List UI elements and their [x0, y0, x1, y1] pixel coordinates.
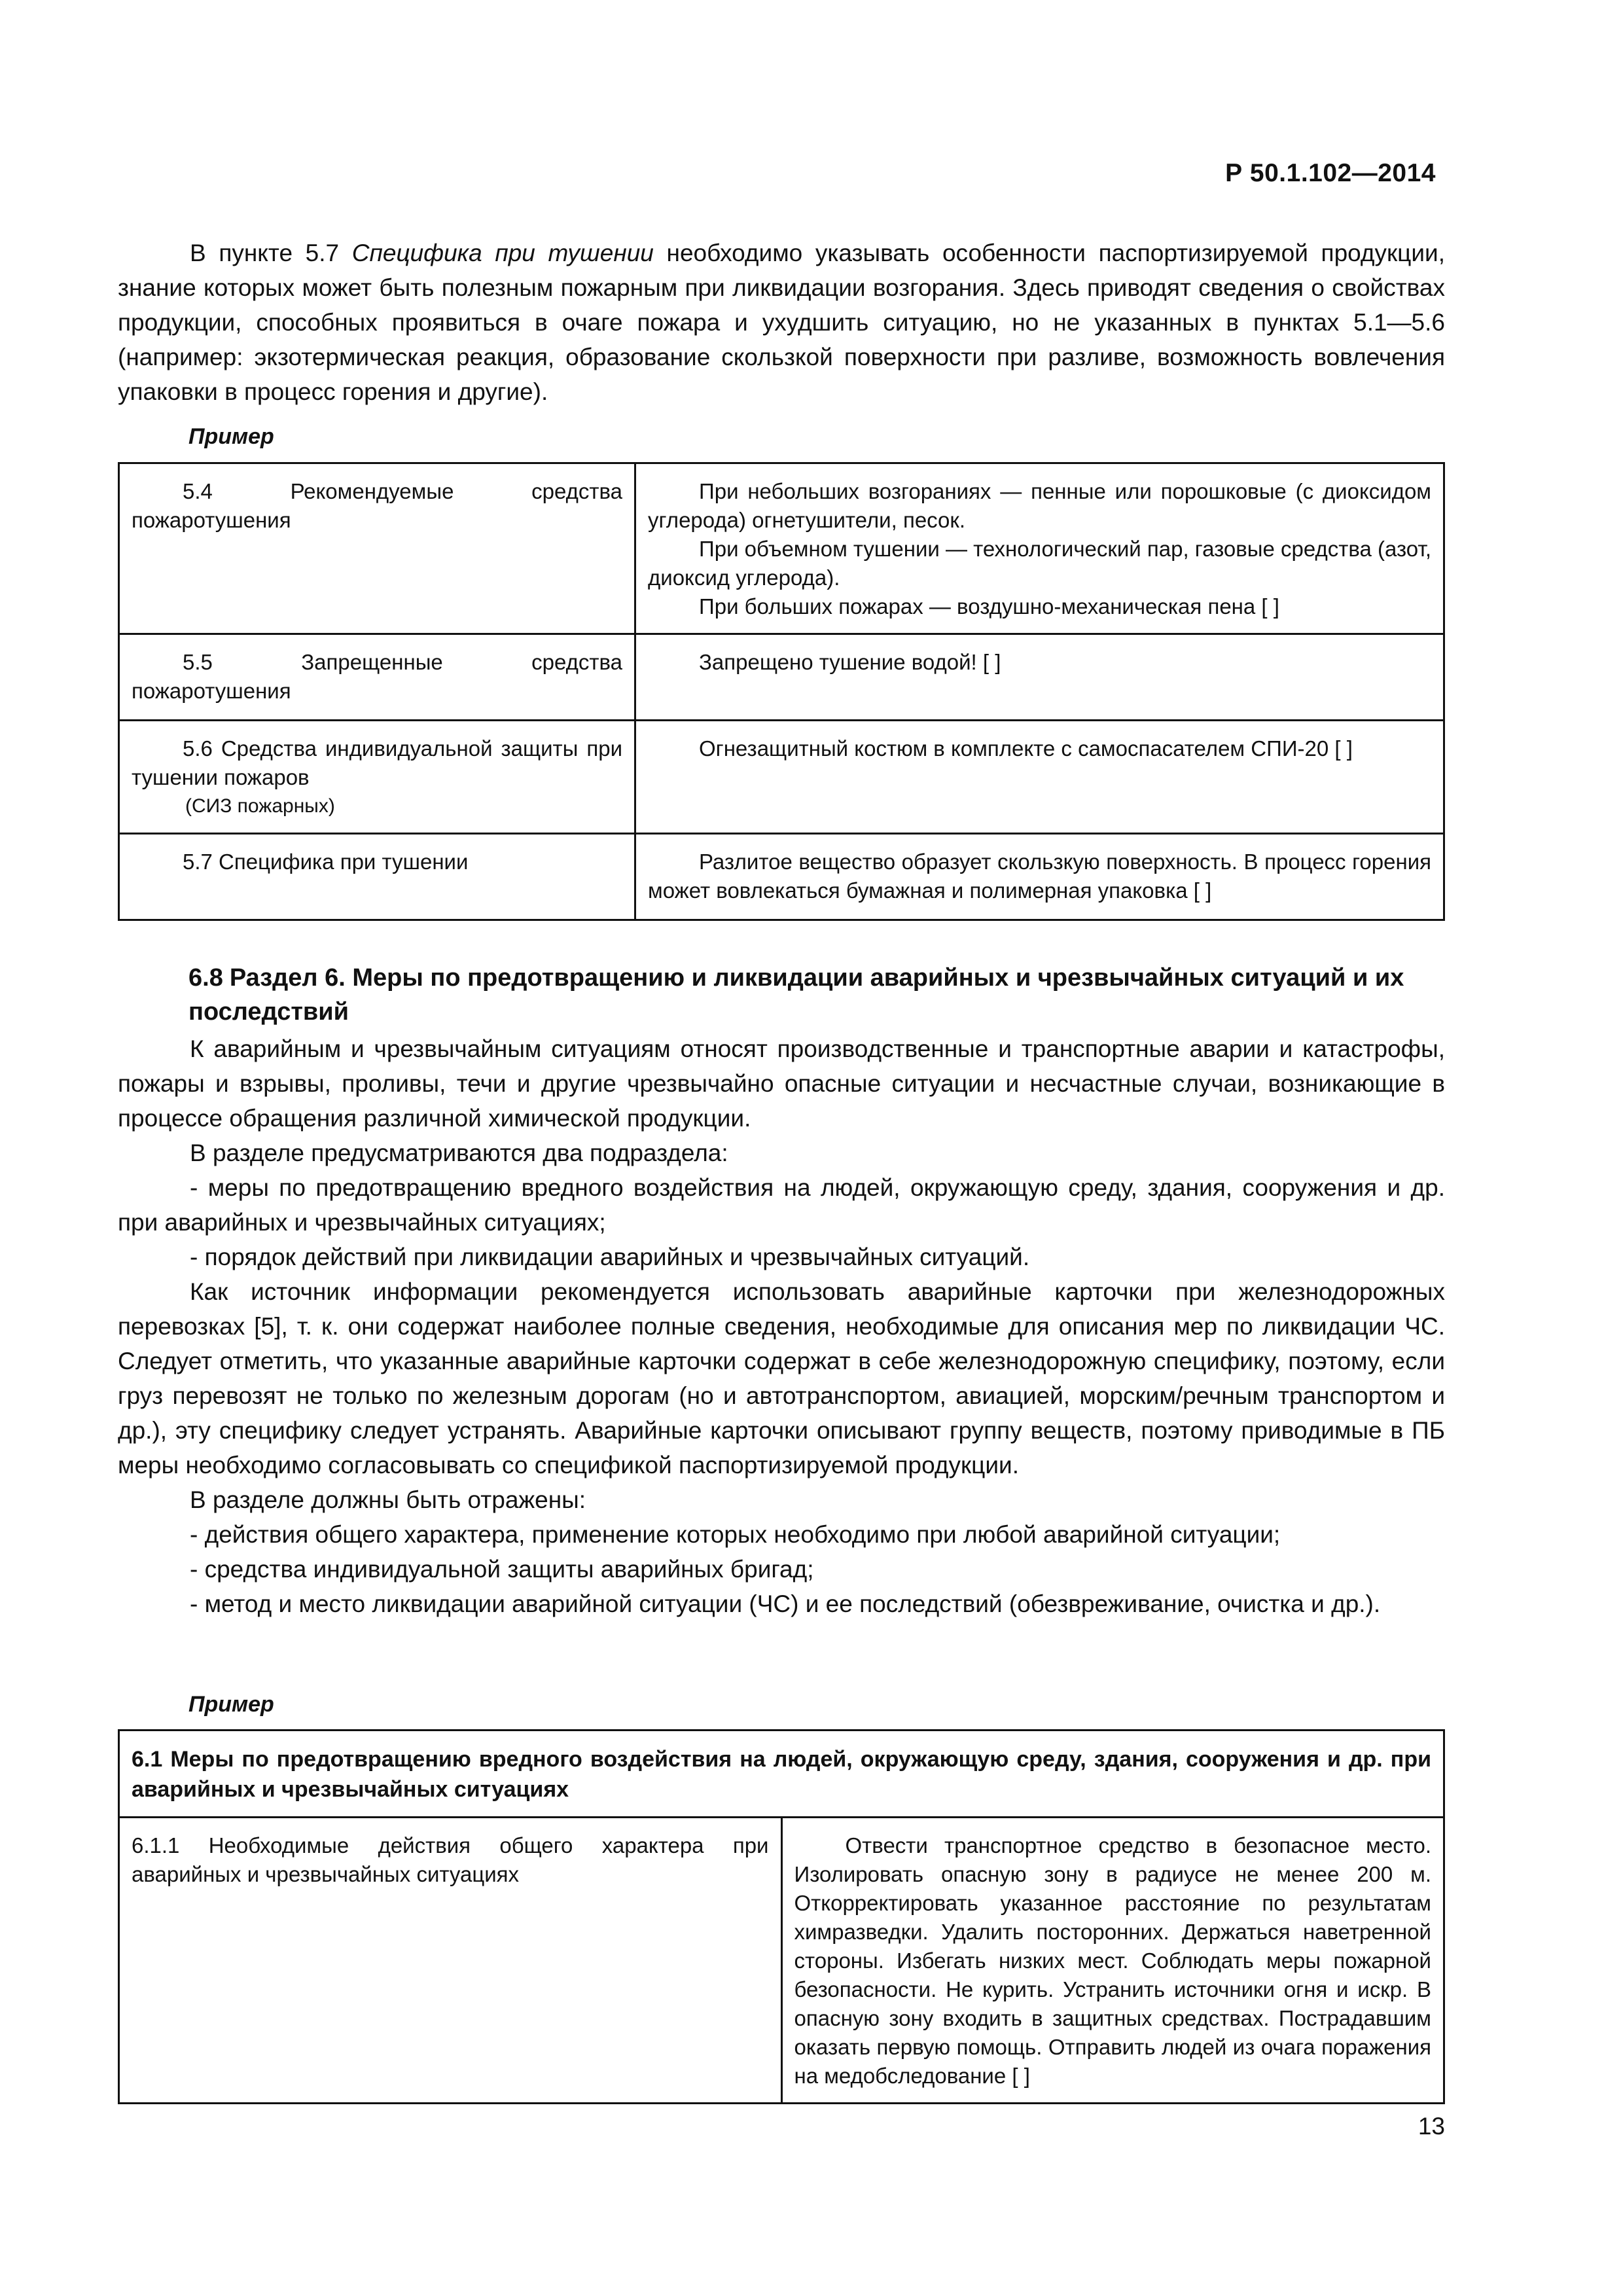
section-title: Раздел 6. Меры по предотвращению и ликвидации аварийных и чрезвычайных ситуаций и их последствий — [188, 964, 1404, 1026]
subsection-list — [118, 1170, 1445, 1274]
table-cell-left: 5.4 Рекомендуемые средства пожаротушения — [119, 463, 635, 634]
intro-lead: В пункте 5.7 — [190, 240, 352, 266]
page-number: 13 — [1418, 2113, 1445, 2140]
table-cell-right: Отвести транспортное средство в безопасное место. Изолировать опасную зону в радиусе не менее 200 м. Откорректировать указанное расстояние по результатам химразведки. Удалить посторонних. Держаться наветренной стороны. Избегать низких мест. Соблюдать меры пожарной безопасности. Не курить. Устранить источники огня и искр. В опасную зону входить в защитных средствах. Пострадавшим оказать первую помощь. Отправить людей из очага поражения на медобследование [ ] — [781, 1818, 1444, 2104]
section-number: 6.8 — [188, 964, 223, 992]
table-cell-right: Разлитое вещество образует скользкую поверхность. В процесс горения может вовлекаться бумажная и полимерная упаковка [ ] — [635, 834, 1444, 920]
table-row — [119, 721, 1444, 834]
example-label-1: Пример — [188, 424, 274, 449]
table-cell-right: Огнезащитный костюм в комплекте с самоспасателем СПИ-20 [ ] — [635, 721, 1444, 834]
document-code: Р 50.1.102—2014 — [1225, 159, 1436, 187]
list-item: - действия общего характера, применение которых необходимо при любой аварийной ситуации; — [190, 1521, 1281, 1548]
table-row — [119, 1731, 1444, 1818]
intro-italic-term: Специфика при тушении — [351, 240, 654, 266]
requirements-list — [118, 1517, 1445, 1621]
table-header-cell: 6.1 Меры по предотвращению вредного воздействия на людей, окружающую среду, здания, сооружения и др. при аварийных и чрезвычайных ситуациях — [119, 1731, 1444, 1818]
example-table-2 — [118, 1729, 1445, 2104]
table-row — [119, 634, 1444, 721]
list-item: - метод и место ликвидации аварийной ситуации (ЧС) и ее последствий (обезвреживание, очистка и др.). — [190, 1590, 1381, 1617]
intro-paragraph — [118, 236, 1445, 409]
table-cell-left: 5.5 Запрещенные средства пожаротушения — [119, 634, 635, 721]
list-item: - средства индивидуальной защиты аварийных бригад; — [190, 1556, 814, 1583]
table-cell-right: При небольших возгораниях — пенные или порошковые (с диоксидом углерода) огнетушители, песок. При объемном тушении — технологический пар, газовые средства (азот, диоксид углерода). При больших пожарах — воздушно-механическая пена [ ] — [635, 463, 1444, 634]
table-row — [119, 463, 1444, 634]
section-paragraph-3: Как источник информации рекомендуется использовать аварийные карточки при железнодорожных перевозках [5], т. к. они содержат наиболее полные сведения, необходимые для описания мер по ликвидации ЧС. Следует отметить, что указанные аварийные карточки содержат в себе железнодорожную специфику, поэтому, если груз перевозят не только по железным дорогам (но и автотранспортом, авиацией, морским/речным транспортом и др.), эту специфику следует устранять. Аварийные карточки описывают группу веществ, поэтому приводимые в ПБ меры необходимо согласовывать со спецификой паспортизируемой продукции. — [118, 1278, 1445, 1479]
table-cell-left: 6.1.1 Необходимые действия общего характера при аварийных и чрезвычайных ситуациях — [119, 1818, 782, 2104]
intro-rest: необходимо указывать особенности паспортизируемой продукции, знание которых может быть полезным пожарным при ликвидации возгорания. Здесь приводят сведения о свойствах продукции, способных проявиться в очаге пожара и ухудшить ситуацию, но не указанных в пунктах 5.1—5.6 (например: экзотермическая реакция, образование скользкой поверхности при разливе, возможность вовлечения упаковки в процесс горения и другие). — [118, 240, 1445, 405]
table-cell-right: Запрещено тушение водой! [ ] — [635, 634, 1444, 721]
table-cell-note: (СИЗ пожарных) — [185, 795, 335, 817]
list-item: - меры по предотвращению вредного воздействия на людей, окружающую среду, здания, сооружения и др. при аварийных и чрезвычайных ситуациях; — [118, 1174, 1445, 1236]
table-row — [119, 834, 1444, 920]
section-paragraph-4: В разделе должны быть отражены: — [190, 1486, 586, 1513]
section-paragraph-1: К аварийным и чрезвычайным ситуациям относят производственные и транспортные аварии и катастрофы, пожары и взрывы, проливы, течи и другие чрезвычайно опасные ситуации и несчастные случаи, возникающие в процессе обращения различной химической продукции. — [118, 1035, 1445, 1132]
example-table-1 — [118, 462, 1445, 921]
table-row — [119, 1818, 1444, 2104]
list-item: - порядок действий при ликвидации аварийных и чрезвычайных ситуаций. — [190, 1244, 1030, 1270]
section-heading — [188, 961, 1432, 1029]
table-cell-left: 5.7 Специфика при тушении — [119, 834, 635, 920]
table-cell-left: 5.6 Средства индивидуальной защиты при тушении пожаров (СИЗ пожарных) — [119, 721, 635, 834]
section-paragraph-2: В разделе предусматриваются два подраздела: — [190, 1139, 728, 1166]
example-label-2: Пример — [188, 1692, 274, 1717]
